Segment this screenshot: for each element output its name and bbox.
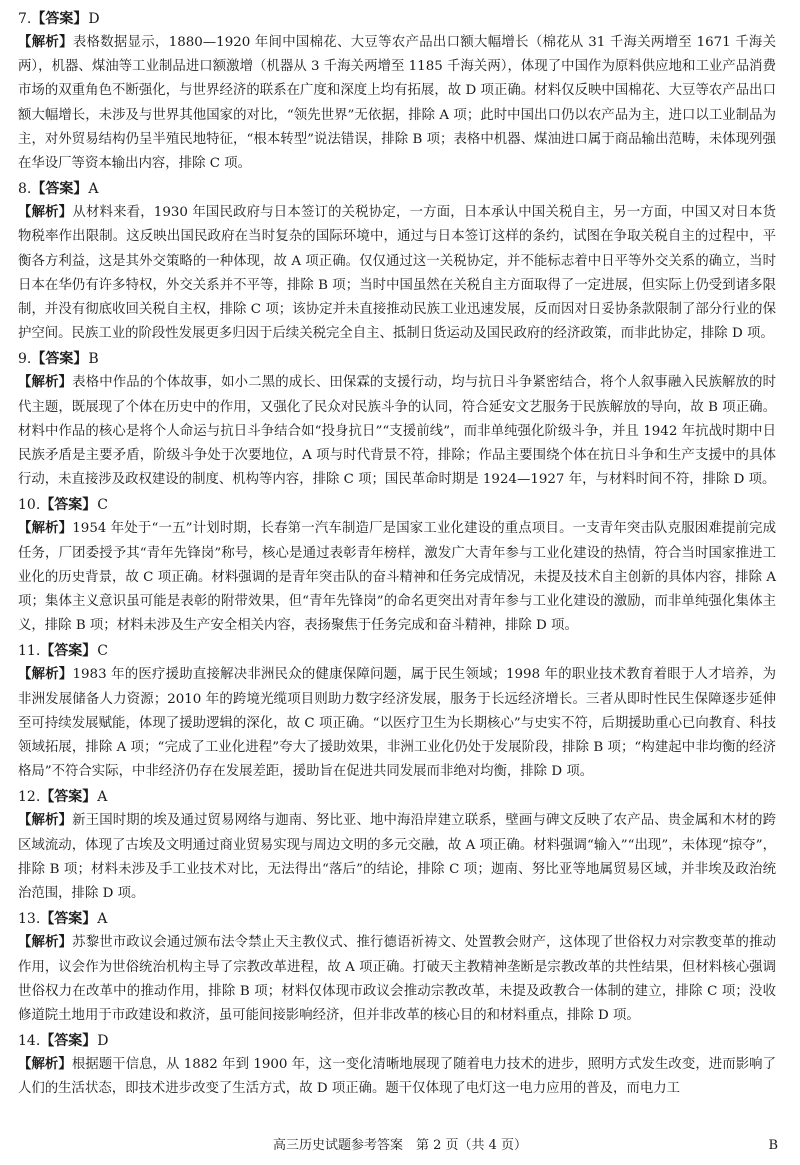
question-number: 12. xyxy=(18,789,41,806)
question-block xyxy=(18,786,776,906)
answer-label: 【答案】 xyxy=(40,911,97,928)
answer-label: 【答案】 xyxy=(40,789,97,806)
explanation-paragraph xyxy=(18,808,776,906)
explanation-paragraph xyxy=(18,370,776,492)
question-block xyxy=(18,908,776,1028)
answer-value: B xyxy=(88,351,99,368)
explanation-text: 1983 年的医疗援助直接解决非洲民众的健康保障问题，属于民生领域；1998 年的职业技术教育着眼于人才培养，为非洲发展储备人力资源；2010 年的跨境光缆项目则助力数字经济发展，服务于长远经济增长。三者从即时性民生保障逐步延伸至可持续发展赋能，体现了援助逻辑的深化，故 C 项正确。“以医疗卫生为长期核心”与史实不符，后期援助重心已向教育、科技领域拓展，排除 A 项；“完成了工业化进程”夸大了援助效果，非洲工业化仍处于发展阶段，排除 B 项；“构建起中非均衡的经济格局”不符合实际，中非经济仍存在发展差距，援助旨在促进共同发展而非绝对均衡，排除 D 项。 xyxy=(18,667,777,780)
paper-version-mark: B xyxy=(768,1138,778,1153)
question-list xyxy=(18,8,776,1102)
answer-line xyxy=(18,640,776,662)
answer-label: 【答案】 xyxy=(40,497,97,514)
answer-line xyxy=(18,8,776,30)
answer-value: A xyxy=(97,911,108,928)
question-number: 7. xyxy=(18,11,32,27)
explanation-paragraph xyxy=(18,200,776,346)
question-block xyxy=(18,348,776,492)
question-block xyxy=(18,1030,776,1101)
explanation-paragraph xyxy=(18,662,776,784)
explanation-paragraph xyxy=(18,516,776,638)
question-number: 8. xyxy=(18,181,32,198)
question-number: 11. xyxy=(18,643,41,660)
page-footer xyxy=(0,1136,800,1156)
explanation-label: 【解析】 xyxy=(18,1056,72,1073)
answer-value: D xyxy=(97,1033,109,1050)
explanation-text: 从材料来看，1930 年国民政府与日本签订的关税协定，一方面，日本承认中国关税自主，另一方面，中国又对日本货物税率作出限制。这反映出国民政府在当时复杂的国际环境中，通过与日本签订这样的条约，试图在争取关税自主的过程中，平衡各方利益，这是其外交策略的一种体现，故 A 项正确。仅仅通过这一关税协定，并不能标志着中日平等外交关系的确立，当时日本在华仍有许多特权，外交关系并不平等，排除 B 项；当时中国虽然在关税自主方面取得了一定进展，但实际上仍受到诸多限制，并没有彻底收回关税自主权，排除 C 项；该协定并未直接推动民族工业迅速发展，反而因对日妥协条款限制了部分行业的保护空间。民族工业的阶段性发展更多归因于后续关税完全自主、抵制日货运动及国民政府的经济政策，而非此协定，排除 D 项。 xyxy=(18,205,777,342)
explanation-label: 【解析】 xyxy=(18,520,73,537)
question-block xyxy=(18,494,776,638)
footer-page-info: 高三历史试题参考答案 第 2 页（共 4 页） xyxy=(272,1138,528,1153)
question-number: 13. xyxy=(18,911,41,928)
explanation-paragraph xyxy=(18,930,776,1028)
explanation-text: 表格数据显示，1880—1920 年间中国棉花、大豆等农产品出口额大幅增长（棉花从 31 千海关两增至 1671 千海关两），机器、煤油等工业制品进口额激增（机器从 3 千海关两增至 1185 千海关两），体现了中国作为原料供应地和工业产品消费市场的双重角色不断强化，与世界经济的联系在广度和深度上均有拓展，故 D 项正确。材料仅反映中国棉花、大豆等农产品出口额大幅增长，未涉及与世界其他国家的对比，“领先世界”无依据，排除 A 项；此时中国出口仍以农产品为主，进口以工业制品为主，对外贸易结构仍呈半殖民地特征，“根本转型”说法错误，排除 B 项；表格中机器、煤油进口属于商品输出范畴，未体现列强在华设厂等资本输出内容，排除 C 项。 xyxy=(18,35,777,172)
explanation-paragraph xyxy=(18,30,776,176)
answer-value: A xyxy=(88,181,99,198)
question-block xyxy=(18,178,776,346)
answer-value: C xyxy=(97,497,108,514)
answer-line xyxy=(18,178,776,200)
explanation-label: 【解析】 xyxy=(18,812,73,829)
question-number: 14. xyxy=(18,1033,41,1050)
explanation-label: 【解析】 xyxy=(18,34,73,50)
answer-value: D xyxy=(88,11,100,27)
answer-line xyxy=(18,908,776,930)
explanation-label: 【解析】 xyxy=(18,204,73,221)
explanation-text: 新王国时期的埃及通过贸易网络与迦南、努比亚、地中海沿岸建立联系，壁画与碑文反映了农产品、贵金属和木材的跨区域流动，体现了古埃及文明通过商业贸易实现与周边文明的多元交融，故 A 项正确。材料强调“输入”“出现”，未体现“掠夺”，排除 B 项；材料未涉及手工业技术对比，无法得出“落后”的结论，排除 C 项；迦南、努比亚等地属贸易区域，并非埃及政治统治范围，排除 D 项。 xyxy=(18,813,776,902)
answer-value: A xyxy=(97,789,108,806)
explanation-text: 表格中作品的个体故事，如小二黑的成长、田保霖的支援行动，均与抗日斗争紧密结合，将个人叙事融入民族解放的时代主题，既展现了个体在历史中的作用，又强化了民众对民族斗争的认同，符合延安文艺服务于民族解放的导向，故 B 项正确。材料中作品的核心是将个人命运与抗日斗争结合如“投身抗日”“支援前线”，而非单纯强化阶级斗争，并且 1942 年抗战时期中日民族矛盾是主要矛盾，阶级斗争处于次要地位，A 项与时代背景不符，排除；作品主要围绕个体在抗日斗争和生产支援中的具体行动，未直接涉及政权建设的制度、机构等内容，排除 C 项；国民革命时期是 1924—1927 年，与材料时间不符，排除 D 项。 xyxy=(18,375,776,488)
explanation-label: 【解析】 xyxy=(18,666,73,683)
explanation-text: 苏黎世市政议会通过颁布法令禁止天主教仪式、推行德语祈祷文、处置教会财产，这体现了世俗权力对宗教变革的推动作用，议会作为世俗统治机构主导了宗教改革进程，故 A 项正确。打破天主教精神垄断是宗教改革的共性结果，但材料核心强调世俗权力在改革中的推动作用，排除 B 项；材料仅体现市政议会推动宗教改革，未提及政教合一体制的建立，排除 C 项；没收修道院土地用于市政建设和救济，虽可能间接影响经济，但并非改革的核心目的和材料重点，排除 D 项。 xyxy=(18,935,776,1023)
answer-label: 【答案】 xyxy=(31,11,88,27)
question-block xyxy=(18,8,776,176)
answer-label: 【答案】 xyxy=(40,643,97,660)
explanation-text: 1954 年处于“一五”计划时期，长春第一汽车制造厂是国家工业化建设的重点项目。一支青年突击队克服困难提前完成任务，厂团委授予其“青年先锋岗”称号，核心是通过表彰青年榜样，激发广大青年参与工业化建设的热情，符合当时国家推进工业化的历史背景，故 C 项正确。材料强调的是青年突击队的奋斗精神和任务完成情况，未提及技术自主创新的具体内容，排除 A 项；集体主义意识虽可能是表彰的附带效果，但“青年先锋岗”的命名更突出对青年参与工业化建设的激励，而非单纯强化集体主义，排除 B 项；材料未涉及生产安全相关内容，表扬聚焦于任务完成和奋斗精神，排除 D 项。 xyxy=(18,521,776,634)
answer-label: 【答案】 xyxy=(31,351,88,368)
explanation-text: 根据题干信息，从 1882 年到 1900 年，这一变化清晰地展现了随着电力技术的进步，照明方式发生改变，进而影响了人们的生活状态，即技术进步改变了生活方式，故 D 项正确。题干仅体现了电灯这一电力应用的普及，而电力工 xyxy=(18,1057,776,1097)
question-number: 10. xyxy=(18,497,41,514)
answer-line xyxy=(18,348,776,370)
answer-label: 【答案】 xyxy=(40,1033,97,1050)
answer-label: 【答案】 xyxy=(31,181,88,198)
explanation-label: 【解析】 xyxy=(18,374,73,391)
answer-value: C xyxy=(97,643,108,660)
question-block xyxy=(18,640,776,784)
explanation-paragraph xyxy=(18,1052,776,1101)
answer-line xyxy=(18,494,776,516)
answer-line xyxy=(18,786,776,808)
question-number: 9. xyxy=(18,351,32,368)
answer-line xyxy=(18,1030,776,1052)
explanation-label: 【解析】 xyxy=(18,934,73,951)
